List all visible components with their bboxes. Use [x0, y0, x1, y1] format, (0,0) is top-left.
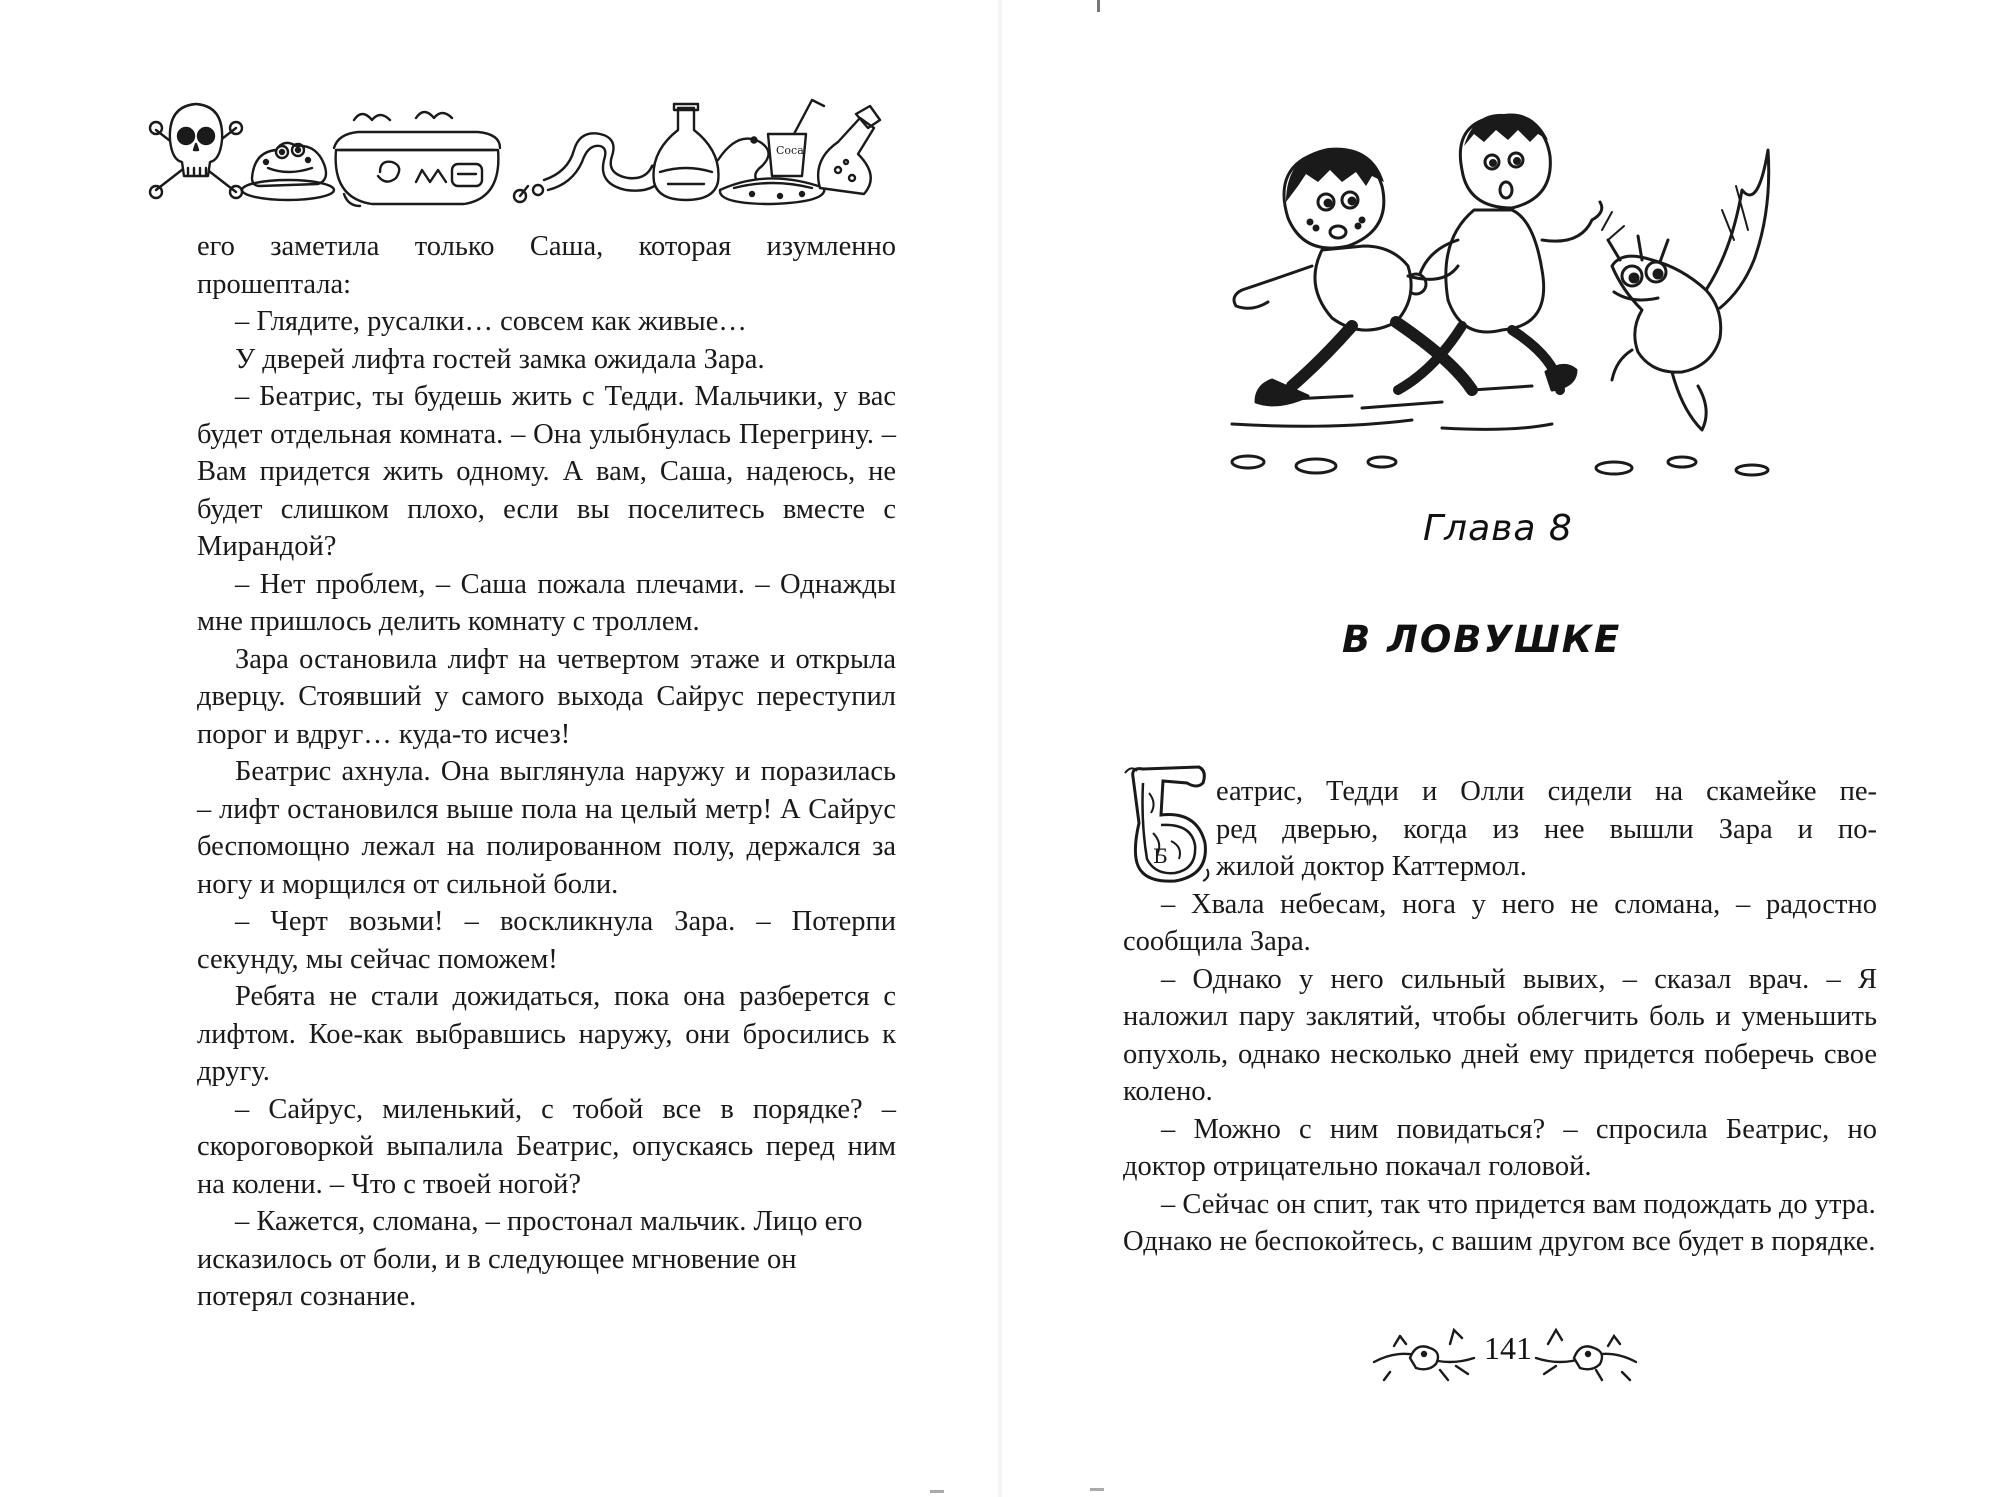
paragraph: – Сейчас он спит, так что придется вам подождать до утра. Однако не беспокойтесь, с вашим другом все будет в порядке. — [1123, 1188, 1876, 1257]
skull-crossbones-icon — [150, 104, 242, 198]
paragraph: – Хвала небесам, нога у него не сломана, – радостно сообщила Зара. — [1123, 888, 1877, 957]
bottle-icon — [818, 106, 880, 194]
pebbles-icon — [514, 185, 543, 202]
dropcap-paragraph — [1123, 773, 1877, 886]
right-page-text — [1123, 773, 1877, 1261]
paragraph: – Кажется, сломана, – простонал мальчик. Лицо его исказилось от боли, и в следующее мгновение он потерял сознание. — [197, 1206, 863, 1312]
chapter-label: Глава 8 — [1423, 508, 1573, 549]
page-number: 141 — [1484, 1330, 1532, 1366]
pie-icon — [720, 178, 824, 204]
paragraph: – Однако у него сильный вывих, – сказал врач. – Я наложил пару заклятий, чтобы облегчить боль и уменьшить опухоль, однако несколько дней ему придется поберечь свое колено. — [1123, 963, 1877, 1107]
page-footer — [1370, 1322, 1640, 1386]
potion-flask-icon — [654, 104, 719, 200]
text-line: жилой доктор Каттермол. — [1216, 851, 1527, 882]
footer-ornament-right-icon — [1530, 1322, 1640, 1386]
paragraph: У дверей лифта гостей замка ожидала Зара. — [235, 343, 765, 375]
paragraph: – Нет проблем, – Саша пожала плечами. – Однажды мне пришлось делить комнату с троллем. — [197, 568, 896, 637]
text-line: еатрис, Тедди и Олли сидели на скамейке пе- — [1216, 776, 1877, 807]
right-page — [1000, 0, 2000, 1497]
cauldron-icon — [334, 112, 500, 206]
paragraph: Беатрис ахнула. Она выглянула наружу и поразилась – лифт остановился выше пола на целый метр! А Сайрус беспомощно лежал на полированном полу, держался за ногу и морщился от сильной боли. — [197, 756, 896, 900]
svg-text:Coca: Coca — [776, 144, 804, 157]
frog-on-plate-icon — [242, 143, 334, 200]
header-ornament-illustration — [148, 90, 888, 210]
paragraph: Зара остановила лифт на четвертом этаже и открыла дверцу. Стоявший у самого выхода Сайрус переступил порог и вдруг… куда-то исчез! — [197, 643, 896, 750]
paragraph: – Беатрис, ты будешь жить с Тедди. Мальчики, у вас будет отдельная комната. – Она улыбнулась Перегрину. – Вам придется жить одному. А вам, Саша, надеюсь, не будет слишком плохо, если вы поселитесь вместе с Мирандой? — [197, 381, 896, 562]
paragraph: Ребята не стали дожидаться, пока она разберется с лифтом. Кое-как выбравшись наружу, они бросились к другу. — [197, 981, 896, 1087]
paragraph: его заметила только Саша, которая изумленно прошептала: — [197, 231, 896, 300]
footer-ornament-left-icon — [1370, 1322, 1480, 1386]
chapter-title: В ЛОВУШКЕ — [1342, 618, 1622, 661]
paragraph: – Глядите, русалки… совсем как живые… — [235, 306, 747, 337]
left-page-text — [197, 228, 896, 1316]
ornate-dropcap-letter — [1123, 763, 1211, 885]
ground-shadow — [1232, 386, 1768, 475]
text-line: ред дверью, когда из нее вышли Зара и по- — [1216, 813, 1877, 845]
paragraph: – Сайрус, миленький, с тобой все в порядке? – скороговоркой выпалила Беатрис, опускаясь перед ним на колени. – Что с твоей ногой? — [197, 1093, 896, 1200]
fish-creature-icon — [1608, 150, 1769, 430]
paragraph: – Черт возьми! – воскликнула Зара. – Потерпи секунду, мы сейчас поможем! — [197, 906, 896, 975]
dropcap-letter: Б — [1153, 844, 1168, 868]
snake-icon — [544, 133, 668, 190]
paragraph: – Можно с ним повидаться? – спросила Беатрис, но доктор отрицательно покачал головой. — [1123, 1113, 1877, 1182]
running-boys-and-fish-illustration — [1212, 90, 1812, 490]
drink-glass-icon — [768, 100, 824, 176]
